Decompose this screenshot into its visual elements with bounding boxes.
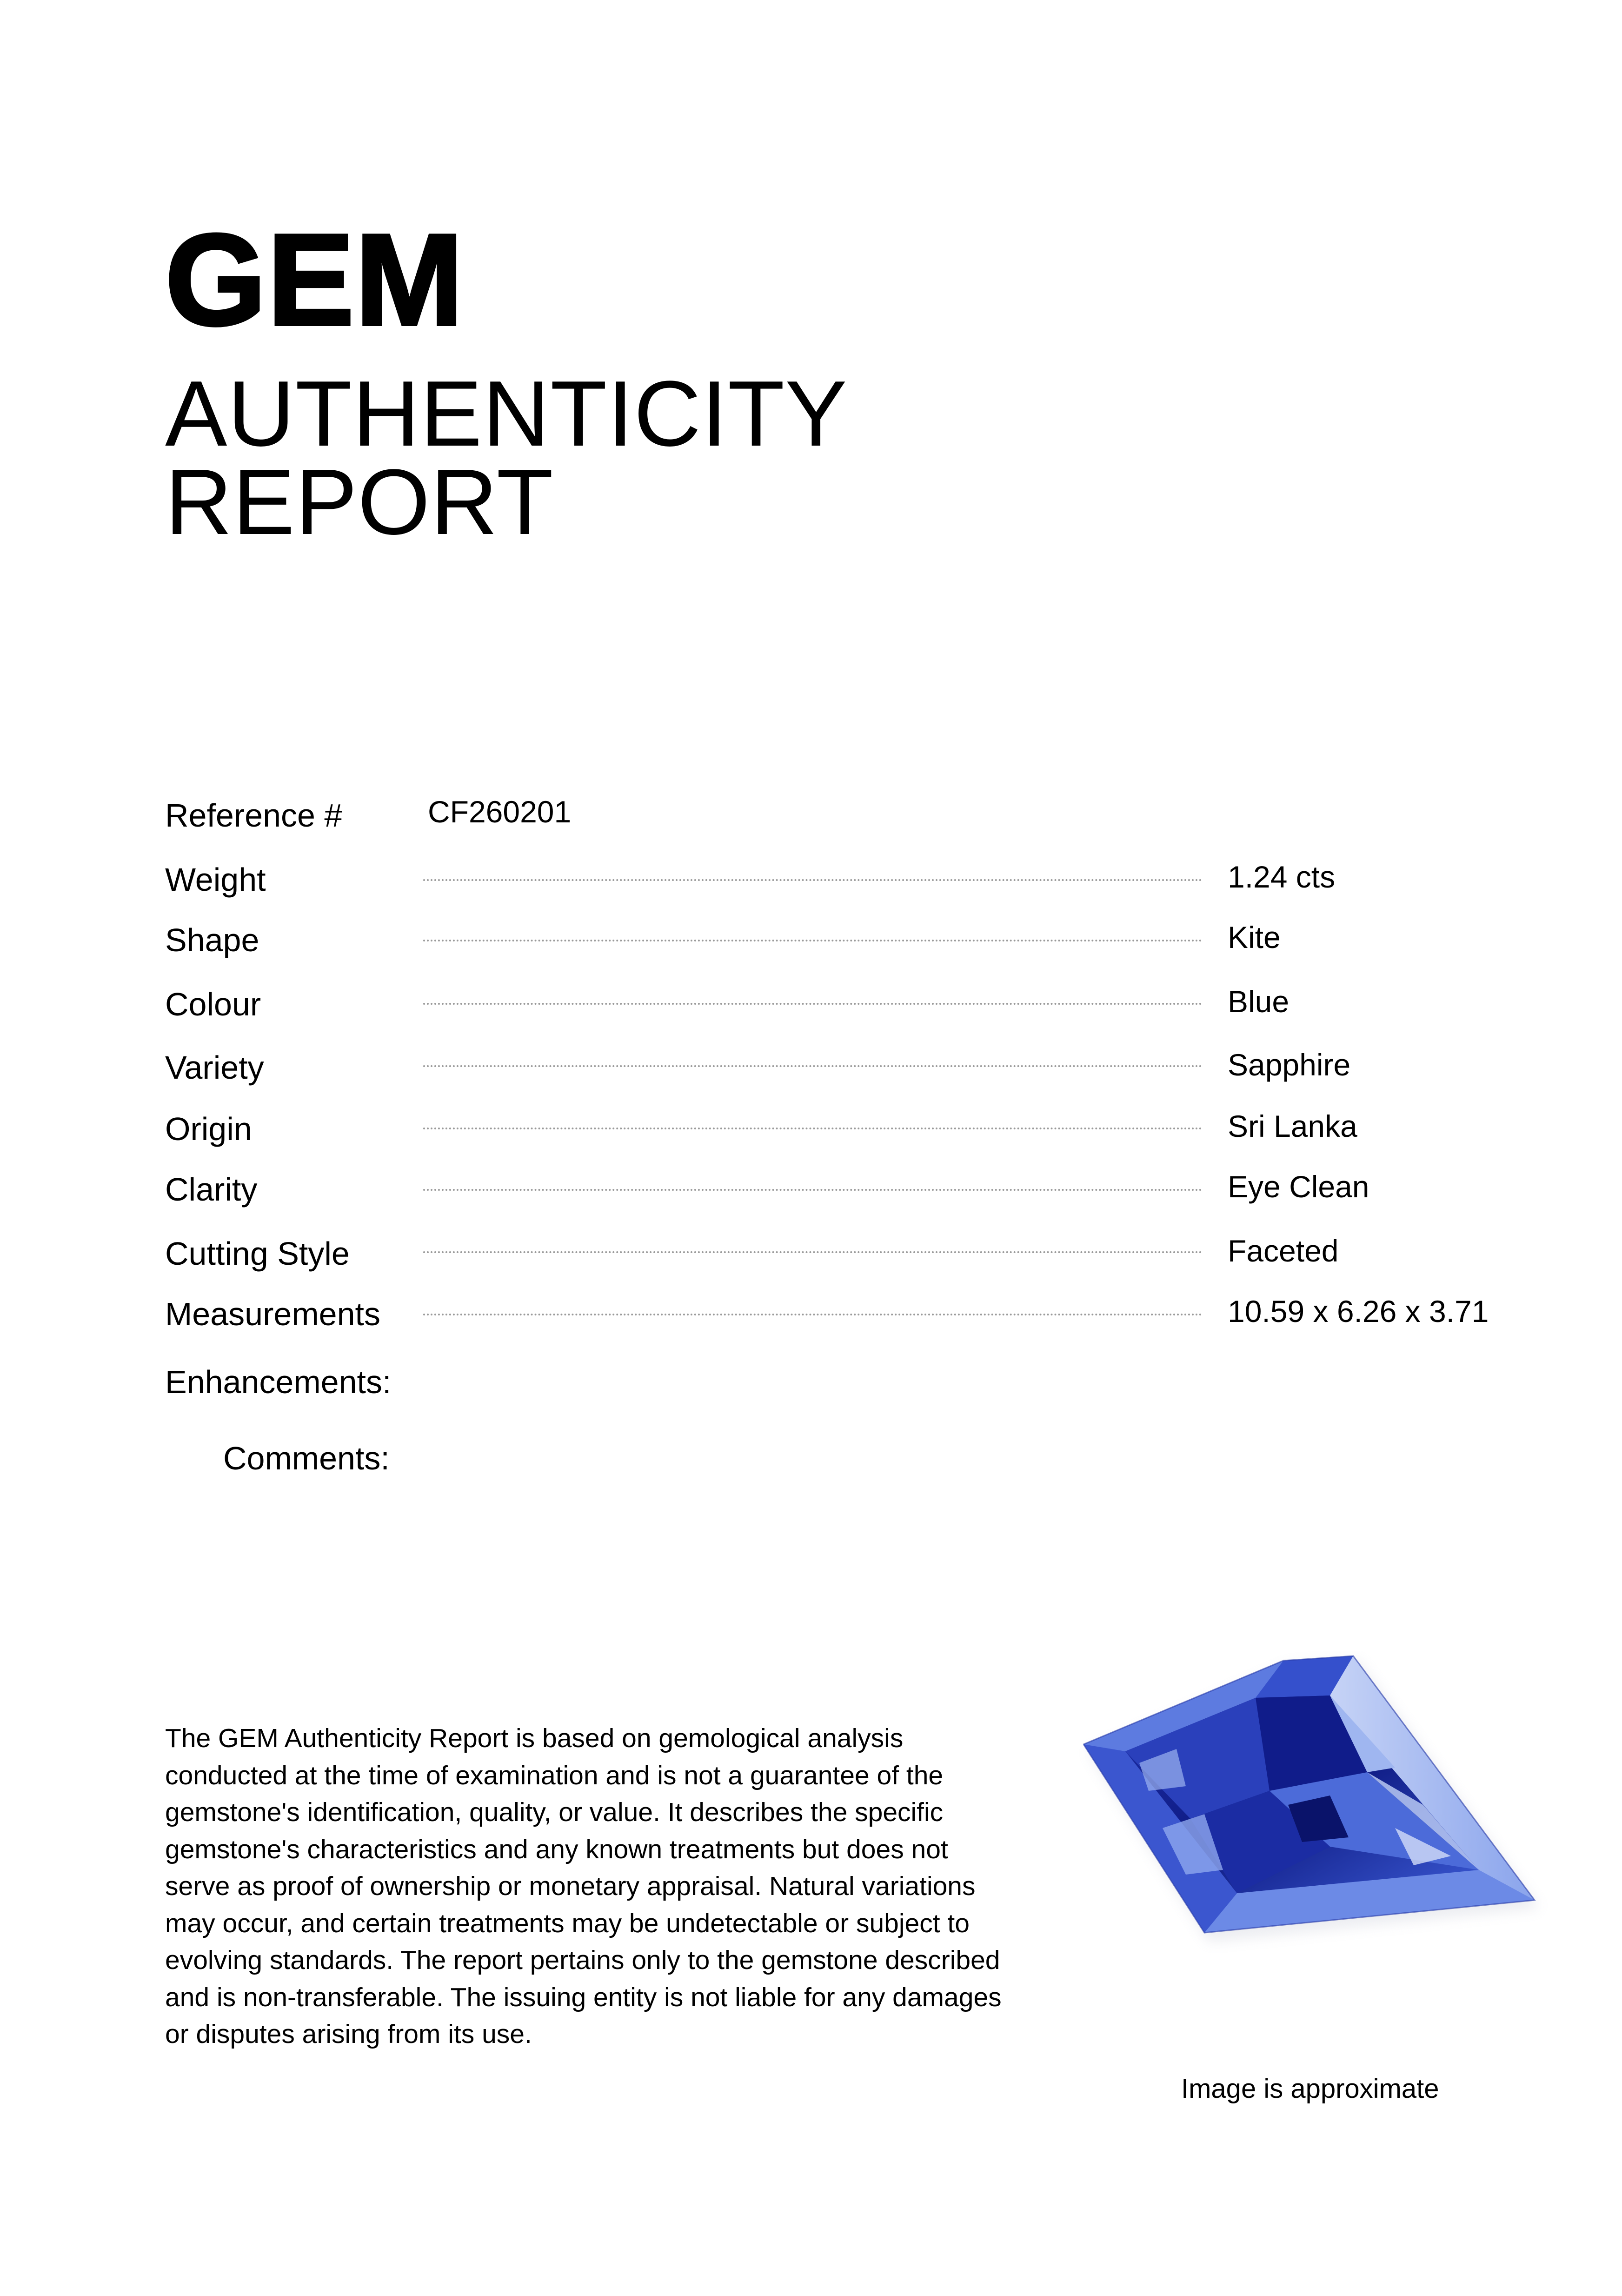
clarity-leader xyxy=(423,1189,1202,1191)
enhancements-label: Enhancements: xyxy=(165,1364,392,1400)
origin-value: Sri Lanka xyxy=(1228,1109,1357,1143)
origin-label: Origin xyxy=(165,1111,252,1147)
comments-label: Comments: xyxy=(223,1440,390,1476)
colour-label: Colour xyxy=(165,986,261,1022)
measurements-leader xyxy=(423,1314,1202,1315)
weight-value: 1.24 cts xyxy=(1228,860,1336,894)
cutting-style-label: Cutting Style xyxy=(165,1235,350,1272)
variety-label: Variety xyxy=(165,1049,264,1086)
shape-leader xyxy=(423,940,1202,941)
report-subtitle-line1: AUTHENTICITY xyxy=(165,362,848,466)
variety-leader xyxy=(423,1065,1202,1067)
cutting-style-leader xyxy=(423,1251,1202,1253)
origin-leader xyxy=(423,1128,1202,1129)
variety-value: Sapphire xyxy=(1228,1048,1351,1082)
kite-sapphire-icon xyxy=(1070,1651,1558,1963)
clarity-label: Clarity xyxy=(165,1171,258,1208)
weight-leader xyxy=(423,879,1202,881)
clarity-value: Eye Clean xyxy=(1228,1169,1369,1204)
disclaimer-text: The GEM Authenticity Report is based on gemological analysis conducted at the time of examination and is not a guarantee of the gemstone's identification, quality, or value. It describes the specific gemstone's characteristics and any known treatments but does not serve as proof of ownership or monetary appraisal. Natural variations may occur, and certain treatments may be undetectable or subject to evolving standards. The report pertains only to the gemstone described and is non-transferable. The issuing entity is not liable for any damages or disputes arising from its use. xyxy=(165,1723,1002,2049)
reference-value: CF260201 xyxy=(428,794,572,829)
report-title: GEM xyxy=(165,207,465,353)
report-subtitle-line2: REPORT xyxy=(165,450,554,554)
colour-leader xyxy=(423,1003,1202,1005)
shape-value: Kite xyxy=(1228,920,1281,954)
measurements-value: 10.59 x 6.26 x 3.71 xyxy=(1228,1294,1489,1328)
colour-value: Blue xyxy=(1228,984,1290,1019)
cutting-style-value: Faceted xyxy=(1228,1234,1339,1268)
image-caption: Image is approximate xyxy=(1181,2074,1439,2104)
weight-label: Weight xyxy=(165,861,266,898)
shape-label: Shape xyxy=(165,922,259,958)
reference-label: Reference # xyxy=(165,797,343,834)
measurements-label: Measurements xyxy=(165,1296,380,1332)
